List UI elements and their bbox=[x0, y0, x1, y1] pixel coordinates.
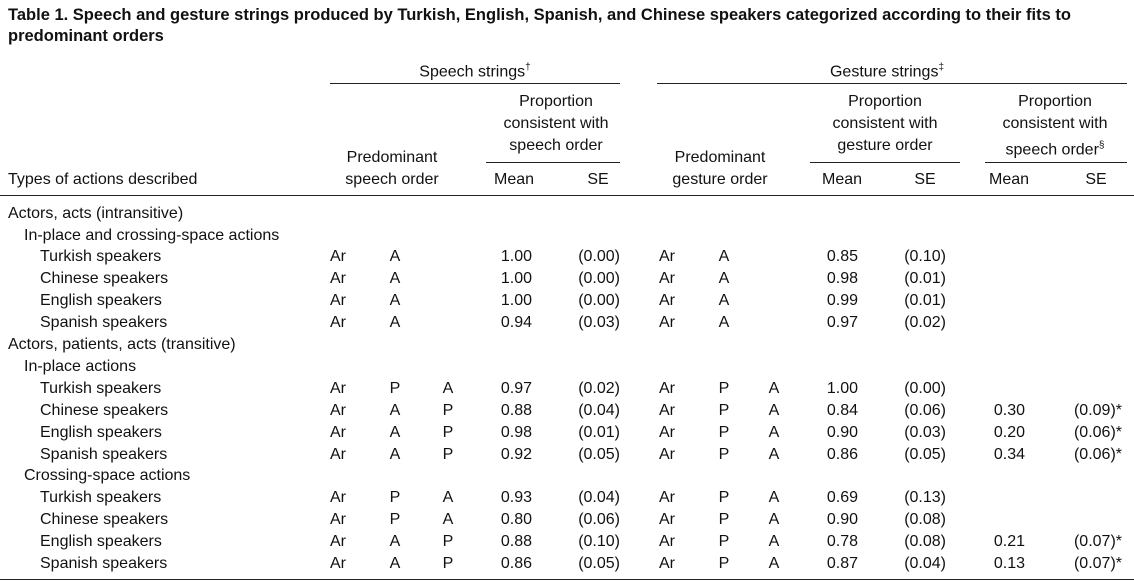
gesture-se: (0.13) bbox=[904, 489, 946, 506]
speech-order-3: P bbox=[442, 533, 454, 550]
speech-order-1: Ar bbox=[330, 424, 346, 441]
prop-gesture-rule bbox=[810, 162, 960, 163]
speech-order-1: Ar bbox=[330, 380, 346, 397]
prop-gs-line3-text: speech order bbox=[1005, 141, 1099, 159]
prop-speech-line2: consistent with bbox=[503, 115, 609, 132]
speech-order-2: A bbox=[389, 402, 401, 419]
table-bottom-rule bbox=[0, 579, 1134, 580]
speech-strings-rule bbox=[330, 83, 620, 84]
row-label: Chinese speakers bbox=[40, 511, 169, 528]
speech-se: (0.01) bbox=[578, 424, 620, 441]
speech-se: (0.05) bbox=[578, 555, 620, 572]
gesture-order-3: A bbox=[768, 555, 780, 572]
gs-se: (0.06)* bbox=[1073, 446, 1122, 463]
gesture-order-2: A bbox=[718, 270, 730, 287]
gesture-se: (0.08) bbox=[904, 511, 946, 528]
prop-speech-rule bbox=[486, 162, 620, 163]
speech-mean: 0.80 bbox=[500, 511, 532, 528]
speech-mean: 0.98 bbox=[500, 424, 532, 441]
gesture-order-2: P bbox=[718, 555, 730, 572]
gesture-order-3: A bbox=[768, 380, 780, 397]
gesture-se: (0.00) bbox=[904, 380, 946, 397]
prop-speech-line1: Proportion bbox=[519, 93, 593, 110]
gs-se: (0.09)* bbox=[1073, 402, 1122, 419]
speech-mean: 0.97 bbox=[500, 380, 532, 397]
row-label: Turkish speakers bbox=[40, 380, 162, 397]
gesture-order-1: Ar bbox=[659, 424, 675, 441]
gesture-se: (0.04) bbox=[904, 555, 946, 572]
gesture-order-2: P bbox=[718, 380, 730, 397]
section-transitive: Actors, patients, acts (transitive) bbox=[8, 336, 236, 353]
gesture-strings-rule bbox=[657, 83, 1127, 84]
speech-order-3: P bbox=[442, 555, 454, 572]
gesture-mean: 0.85 bbox=[826, 248, 858, 265]
gesture-order-3: A bbox=[768, 511, 780, 528]
pred-speech-line1: Predominant bbox=[346, 149, 438, 166]
speech-mean-header: Mean bbox=[493, 171, 535, 188]
speech-order-2: P bbox=[389, 489, 401, 506]
speech-order-2: P bbox=[389, 511, 401, 528]
speech-order-3: P bbox=[442, 402, 454, 419]
gesture-mean: 0.97 bbox=[826, 314, 858, 331]
speech-order-1: Ar bbox=[330, 292, 346, 309]
speech-order-2: P bbox=[389, 380, 401, 397]
gesture-order-1: Ar bbox=[659, 446, 675, 463]
speech-order-1: Ar bbox=[330, 511, 346, 528]
speech-se-header: SE bbox=[587, 171, 609, 188]
prop-gs-line1: Proportion bbox=[1018, 93, 1092, 110]
header-bottom-rule bbox=[0, 195, 1134, 196]
speech-se: (0.05) bbox=[578, 446, 620, 463]
pred-speech-line2: speech order bbox=[345, 171, 439, 188]
speech-mean: 1.00 bbox=[500, 270, 532, 287]
speech-se: (0.00) bbox=[578, 248, 620, 265]
speech-mean: 1.00 bbox=[500, 248, 532, 265]
gesture-se: (0.10) bbox=[904, 248, 946, 265]
gesture-order-3: A bbox=[768, 533, 780, 550]
gesture-mean: 0.69 bbox=[826, 489, 858, 506]
row-label: Chinese speakers bbox=[40, 402, 169, 419]
speech-se: (0.04) bbox=[578, 402, 620, 419]
speech-mean: 0.94 bbox=[500, 314, 532, 331]
gesture-mean: 1.00 bbox=[826, 380, 858, 397]
types-column-header: Types of actions described bbox=[8, 171, 198, 188]
gesture-se: (0.03) bbox=[904, 424, 946, 441]
gesture-order-2: P bbox=[718, 489, 730, 506]
pred-gesture-line2: gesture order bbox=[672, 171, 768, 188]
speech-order-2: A bbox=[389, 533, 401, 550]
gs-mean: 0.21 bbox=[993, 533, 1025, 550]
gesture-order-1: Ar bbox=[659, 248, 675, 265]
row-label: English speakers bbox=[40, 292, 162, 309]
pred-gesture-line1: Predominant bbox=[674, 149, 766, 166]
speech-order-3: A bbox=[442, 380, 454, 397]
speech-strings-header bbox=[330, 58, 620, 82]
gesture-order-1: Ar bbox=[659, 380, 675, 397]
gesture-order-1: Ar bbox=[659, 533, 675, 550]
gesture-order-1: Ar bbox=[659, 555, 675, 572]
speech-se: (0.00) bbox=[578, 270, 620, 287]
gesture-order-1: Ar bbox=[659, 511, 675, 528]
prop-gesture-line3: gesture order bbox=[837, 137, 933, 154]
gesture-order-1: Ar bbox=[659, 270, 675, 287]
gesture-order-3: A bbox=[768, 402, 780, 419]
gs-mean: 0.20 bbox=[993, 424, 1025, 441]
gesture-se: (0.01) bbox=[904, 292, 946, 309]
row-label: Spanish speakers bbox=[40, 446, 168, 463]
gesture-strings-label: Gesture strings bbox=[829, 63, 939, 81]
gs-se: (0.07)* bbox=[1073, 555, 1122, 572]
row-label: Spanish speakers bbox=[40, 555, 168, 572]
gesture-mean: 0.87 bbox=[826, 555, 858, 572]
speech-order-1: Ar bbox=[330, 489, 346, 506]
gesture-order-2: A bbox=[718, 292, 730, 309]
speech-order-3: P bbox=[442, 424, 454, 441]
gesture-strings-header bbox=[657, 58, 1117, 82]
speech-order-1: Ar bbox=[330, 314, 346, 331]
gs-mean: 0.13 bbox=[993, 555, 1025, 572]
section-intransitive: Actors, acts (intransitive) bbox=[8, 205, 184, 222]
gesture-order-2: P bbox=[718, 511, 730, 528]
gesture-mean-header: Mean bbox=[821, 171, 863, 188]
gesture-order-2: P bbox=[718, 533, 730, 550]
gs-mean: 0.30 bbox=[993, 402, 1025, 419]
speech-order-1: Ar bbox=[330, 248, 346, 265]
gesture-mean: 0.90 bbox=[826, 511, 858, 528]
speech-strings-mark: † bbox=[525, 62, 531, 73]
gesture-mean: 0.84 bbox=[826, 402, 858, 419]
speech-order-3: A bbox=[442, 489, 454, 506]
prop-speech-line3: speech order bbox=[509, 137, 603, 154]
gesture-strings-mark: ‡ bbox=[938, 62, 945, 73]
gesture-order-1: Ar bbox=[659, 292, 675, 309]
gesture-se: (0.05) bbox=[904, 446, 946, 463]
gesture-se: (0.06) bbox=[904, 402, 946, 419]
gesture-mean: 0.98 bbox=[826, 270, 858, 287]
speech-se: (0.04) bbox=[578, 489, 620, 506]
gesture-se: (0.02) bbox=[904, 314, 946, 331]
speech-mean: 0.93 bbox=[500, 489, 532, 506]
table-title: Table 1. Speech and gesture strings produced by Turkish, English, Spanish, and Chinese speakers categorized according to their fits to predominant orders bbox=[8, 6, 1071, 45]
speech-se: (0.06) bbox=[578, 511, 620, 528]
gesture-order-1: Ar bbox=[659, 314, 675, 331]
prop-gesture-line2: consistent with bbox=[832, 115, 938, 132]
gesture-mean: 0.90 bbox=[826, 424, 858, 441]
speech-order-2: A bbox=[389, 446, 401, 463]
prop-gs-mark: § bbox=[1098, 140, 1105, 151]
gesture-se: (0.08) bbox=[904, 533, 946, 550]
gesture-order-2: P bbox=[718, 446, 730, 463]
speech-mean: 1.00 bbox=[500, 292, 532, 309]
row-label: English speakers bbox=[40, 533, 162, 550]
speech-order-3: A bbox=[442, 511, 454, 528]
row-label: Turkish speakers bbox=[40, 489, 162, 506]
gesture-order-2: A bbox=[718, 248, 730, 265]
speech-mean: 0.88 bbox=[500, 402, 532, 419]
speech-order-2: A bbox=[389, 292, 401, 309]
speech-order-3: P bbox=[442, 446, 454, 463]
gs-mean-header: Mean bbox=[988, 171, 1030, 188]
gesture-se: (0.01) bbox=[904, 270, 946, 287]
prop-gesture-line1: Proportion bbox=[848, 93, 922, 110]
gs-mean: 0.34 bbox=[993, 446, 1025, 463]
gesture-mean: 0.78 bbox=[826, 533, 858, 550]
speech-se: (0.02) bbox=[578, 380, 620, 397]
prop-gs-line3 bbox=[985, 136, 1125, 160]
subsection-crossing: Crossing-space actions bbox=[24, 467, 191, 484]
gesture-se-header: SE bbox=[914, 171, 936, 188]
speech-order-1: Ar bbox=[330, 533, 346, 550]
gesture-order-3: A bbox=[768, 446, 780, 463]
speech-se: (0.10) bbox=[578, 533, 620, 550]
speech-mean: 0.92 bbox=[500, 446, 532, 463]
speech-order-1: Ar bbox=[330, 555, 346, 572]
prop-gs-line2: consistent with bbox=[1002, 115, 1108, 132]
gesture-order-2: P bbox=[718, 402, 730, 419]
speech-order-2: A bbox=[389, 248, 401, 265]
prop-gs-rule bbox=[985, 162, 1127, 163]
row-label: English speakers bbox=[40, 424, 162, 441]
row-label: Chinese speakers bbox=[40, 270, 169, 287]
subsection-inplace-crossing: In-place and crossing-space actions bbox=[24, 227, 280, 244]
gesture-order-2: P bbox=[718, 424, 730, 441]
speech-se: (0.03) bbox=[578, 314, 620, 331]
speech-mean: 0.86 bbox=[500, 555, 532, 572]
gs-se: (0.07)* bbox=[1073, 533, 1122, 550]
row-label: Spanish speakers bbox=[40, 314, 168, 331]
row-label: Turkish speakers bbox=[40, 248, 162, 265]
speech-se: (0.00) bbox=[578, 292, 620, 309]
gesture-order-1: Ar bbox=[659, 489, 675, 506]
gesture-mean: 0.99 bbox=[826, 292, 858, 309]
subsection-inplace: In-place actions bbox=[24, 358, 137, 375]
speech-order-2: A bbox=[389, 424, 401, 441]
gs-se-header: SE bbox=[1085, 171, 1107, 188]
gesture-order-1: Ar bbox=[659, 402, 675, 419]
gesture-order-3: A bbox=[768, 489, 780, 506]
speech-order-1: Ar bbox=[330, 402, 346, 419]
speech-order-2: A bbox=[389, 314, 401, 331]
gesture-order-2: A bbox=[718, 314, 730, 331]
speech-mean: 0.88 bbox=[500, 533, 532, 550]
gesture-mean: 0.86 bbox=[826, 446, 858, 463]
gs-se: (0.06)* bbox=[1073, 424, 1122, 441]
speech-strings-label: Speech strings bbox=[419, 63, 526, 81]
speech-order-2: A bbox=[389, 270, 401, 287]
speech-order-1: Ar bbox=[330, 270, 346, 287]
speech-order-2: A bbox=[389, 555, 401, 572]
gesture-order-3: A bbox=[768, 424, 780, 441]
speech-order-1: Ar bbox=[330, 446, 346, 463]
